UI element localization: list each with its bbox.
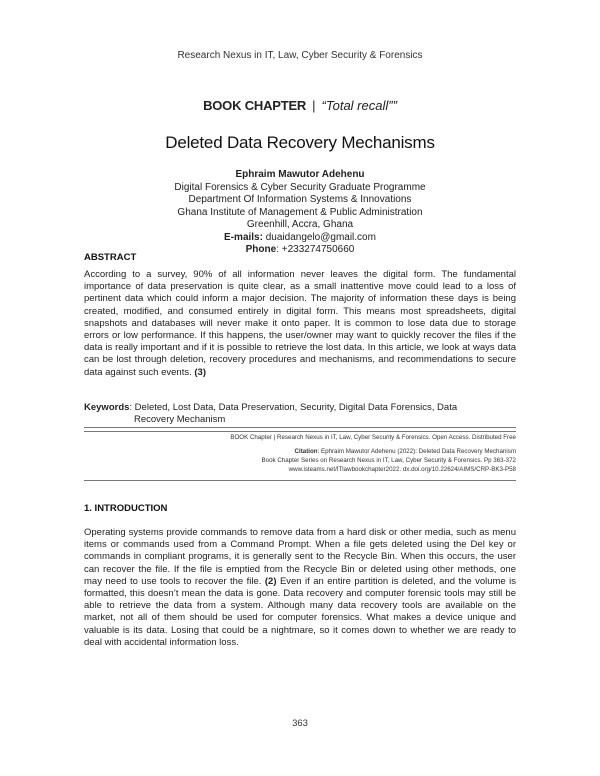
divider (84, 480, 516, 481)
page-number: 363 (292, 718, 308, 729)
chapter-separator: | (312, 98, 316, 113)
chapter-line (0, 98, 600, 113)
author-affiliation-1: Digital Forensics & Cyber Security Graduate Programme (174, 181, 426, 193)
abstract-body: According to a survey, 90% of all information never leaves the digital form. The fundamental importance of data preservation is quite clear, as a small inattentive move could lead to a loss of pertinent data which could inform a major decision. The majority of information these days is being created, modified, and consumed entirely in digital form. This means most spreadsheets, digital snapshots and databases will never make it onto paper. It is common to lose data due to storage errors or low performance. If this happens, the user/owner may want to quickly recover the files if the data is really important and if it is possible to retrieve the lost data. In this article, we look at ways data can be lost through deletion, recovery procedures and mechanisms, and recommendations to secure data against such events. (84, 269, 516, 378)
author-name: Ephraim Mawutor Adehenu (235, 169, 365, 180)
author-affiliation-4: Greenhill, Accra, Ghana (246, 219, 354, 230)
phone-label: Phone (245, 244, 277, 255)
email-label: E-mails: (224, 231, 263, 243)
divider (84, 431, 516, 432)
keywords (84, 402, 516, 426)
citation-line-2: Book Chapter Series on Research Nexus in IT, Law, Cyber Security & Forensics. Pp 363-372 (261, 456, 516, 464)
citation-line-3: www.isteams.net/ITlawbookchapter2022. dx.doi.org/10.22624/AIMS/CRP-BK3-P58 (288, 465, 516, 473)
keywords-line-2: Recovery Mechanism (134, 414, 226, 426)
abstract-reference: (3) (194, 366, 207, 378)
chapter-label: BOOK CHAPTER (203, 98, 307, 113)
chapter-subtitle: “Total recall”” (321, 98, 397, 113)
divider (84, 427, 516, 428)
keywords-label: Keywords (84, 402, 130, 413)
author-email: duaidangelo@gmail.com (265, 231, 376, 243)
running-header: Research Nexus in IT, Law, Cyber Security & Forensics (177, 50, 423, 61)
citation-block (84, 448, 516, 474)
citation-label: Citation (294, 448, 318, 455)
intro-body-2: Even if an entire partition is deleted, and the volume is formatted, this doesn’t mean the data is gone. Data recovery and computer forensic tools may still be able to retrieve the data from a system. Although many data recovery tools are available on the market, not all of them should be used for computer forensics. What makes a device unique and valuable is its data. Losing that could be a nightmare, so it comes down to whether we are ready to deal with accidental information loss. (84, 575, 517, 648)
introduction-text (84, 527, 516, 649)
series-meta-line: BOOK Chapter | Research Nexus in IT, Law, Cyber Security & Forensics. Open Access. Distributed Free (230, 434, 516, 441)
intro-body-1: Operating systems provide commands to remove data from a hard disk or other media, such as menu items or commands used from a Command Prompt. When a file gets deleted using the Del key or commands in compliant programs, it is generally sent to the Recycle Bin. When this occurs, the user can recover the file. If the file is emptied from the Recycle Bin or deleted using other methods, one may need to use tools to recover the file. (84, 527, 516, 587)
author-phone: : +233274750660 (276, 244, 355, 255)
author-email-line (0, 232, 600, 245)
citation-line-1 (84, 448, 516, 457)
abstract-text (84, 269, 516, 379)
abstract-heading: ABSTRACT (84, 252, 137, 263)
introduction-heading: 1. INTRODUCTION (84, 503, 168, 514)
author-affiliation-3: Ghana Institute of Management & Public Administration (177, 206, 423, 218)
paper-title: Deleted Data Recovery Mechanisms (165, 133, 435, 152)
author-affiliation-2: Department Of Information Systems & Innovations (188, 194, 412, 205)
author-block (0, 169, 600, 257)
citation-text-1: : Ephraim Mawutor Adehenu (2022): Deleted Data Recovery Mechanism (317, 448, 516, 455)
intro-reference: (2) (264, 575, 277, 587)
keywords-line-1: : Deleted, Lost Data, Data Preservation, Security, Digital Data Forensics, Data (129, 402, 458, 413)
